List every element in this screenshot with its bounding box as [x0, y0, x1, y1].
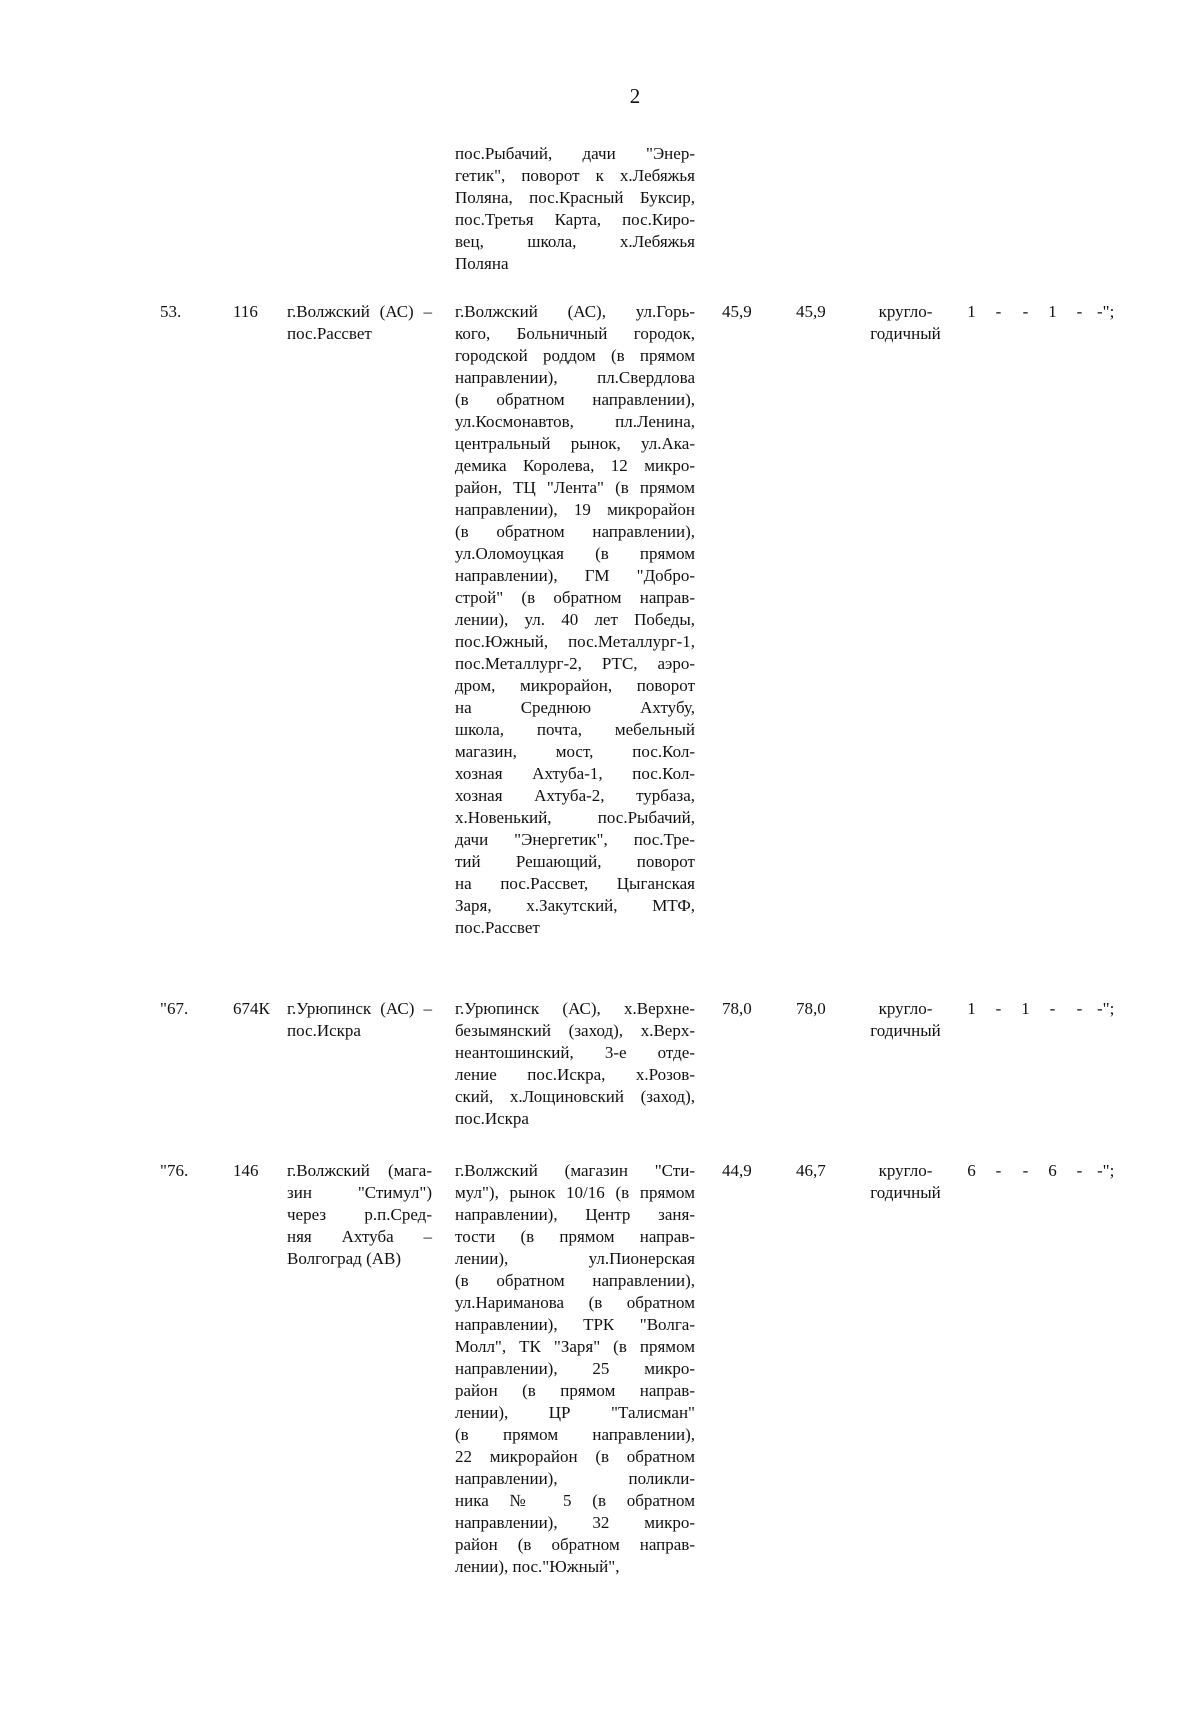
- route-stops-line: пос.Металлург-2, РТС, аэро-: [455, 654, 695, 673]
- route-stops-line: ский, х.Лощиновский (заход),: [455, 1087, 695, 1106]
- route-stops-line: хозная Ахтуба-2, турбаза,: [455, 786, 695, 805]
- route-stops-line: городской роддом (в прямом: [455, 346, 695, 365]
- route-stops-line: безымянский (заход), х.Верх-: [455, 1021, 695, 1040]
- route-stops-line: направлении), Центр заня-: [455, 1205, 695, 1224]
- route-stops-line: направлении), ГМ "Добро-: [455, 566, 695, 585]
- vehicle-count: 6: [967, 1161, 976, 1180]
- route-stops-line: Поляна, пос.Красный Буксир,: [455, 188, 695, 207]
- season: [858, 1160, 953, 1204]
- route-stops-line: на пос.Рассвет, Цыганская: [455, 874, 695, 893]
- vehicle-count: -: [1022, 1161, 1029, 1180]
- vehicle-count: -: [995, 302, 1002, 321]
- distance-back: 46,7: [796, 1161, 826, 1180]
- route-name: [287, 998, 432, 1042]
- route-stops-line: район, ТЦ "Лента" (в прямом: [455, 478, 695, 497]
- vehicle-count: -: [1076, 1161, 1083, 1180]
- route-stops-line: центральный рынок, ул.Ака-: [455, 434, 695, 453]
- route-stops-line: лении), ЦР "Талисман": [455, 1403, 695, 1422]
- distance-forward: 78,0: [722, 999, 752, 1018]
- vehicle-count: 1: [1021, 999, 1030, 1018]
- vehicle-count: -";: [1097, 1161, 1115, 1180]
- vehicle-count: -: [1049, 999, 1056, 1018]
- route-stops-line: мул"), рынок 10/16 (в прямом: [455, 1183, 695, 1202]
- route-name: [287, 301, 432, 345]
- season-line: годичный: [870, 324, 941, 343]
- route-number: 674К: [233, 999, 270, 1018]
- route-stops-line: пос.Рассвет: [455, 918, 540, 937]
- route-stops-line: школа, почта, мебельный: [455, 720, 695, 739]
- route-stops-line: ул.Космонавтов, пл.Ленина,: [455, 412, 695, 431]
- route-stops: [455, 1160, 695, 1578]
- route-stops-line: направлении), ТРК "Волга-: [455, 1315, 695, 1334]
- route-stops-line: гетик", поворот к х.Лебяжья: [455, 166, 695, 185]
- route-stops-line: Молл", ТК "Заря" (в прямом: [455, 1337, 695, 1356]
- route-stops-line: направлении), 32 микро-: [455, 1513, 695, 1532]
- route-stops-line: ника № 5 (в обратном: [455, 1491, 695, 1510]
- route-stops-line: тости (в прямом направ-: [455, 1227, 695, 1246]
- vehicle-count: 1: [967, 999, 976, 1018]
- distance-forward: 45,9: [722, 302, 752, 321]
- route-stops-line: (в прямом направлении),: [455, 1425, 695, 1444]
- route-stops-line: 22 микрорайон (в обратном: [455, 1447, 695, 1466]
- route-stops-line: (в обратном направлении),: [455, 390, 695, 409]
- route-stops-line: на Среднюю Ахтубу,: [455, 698, 695, 717]
- vehicle-counts: [958, 1160, 1114, 1182]
- route-stops-line: тий Решающий, поворот: [455, 852, 695, 871]
- route-stops-line: пос.Южный, пос.Металлург-1,: [455, 632, 695, 651]
- route-stops-line: пос.Рыбачий, дачи "Энер-: [455, 144, 695, 163]
- route-stops-line: район (в обратном направ-: [455, 1535, 695, 1554]
- row-number: "76.: [160, 1161, 189, 1180]
- vehicle-count: -: [995, 999, 1002, 1018]
- route-stops-line: демика Королева, 12 микро-: [455, 456, 695, 475]
- route-stops-line: дром, микрорайон, поворот: [455, 676, 695, 695]
- route-stops-line: г.Урюпинск (АС), х.Верхне-: [455, 999, 695, 1018]
- route-stops-line: ул.Оломоуцкая (в прямом: [455, 544, 695, 563]
- route-stops-line: х.Новенький, пос.Рыбачий,: [455, 808, 695, 827]
- route-name-line: г.Урюпинск (АС) –: [287, 999, 432, 1018]
- route-stops-line: ул.Нариманова (в обратном: [455, 1293, 695, 1312]
- route-stops-line: лении), ул.Пионерская: [455, 1249, 695, 1268]
- route-stops-line: направлении), 19 микрорайон: [455, 500, 695, 519]
- season: [858, 998, 953, 1042]
- season-line: кругло-: [878, 302, 933, 321]
- route-number: 116: [233, 302, 258, 321]
- route-stops-line: магазин, мост, пос.Кол-: [455, 742, 695, 761]
- vehicle-counts: [958, 998, 1114, 1020]
- season-line: кругло-: [878, 1161, 933, 1180]
- vehicle-count: 1: [1048, 302, 1057, 321]
- route-stops-line: г.Волжский (магазин "Сти-: [455, 1161, 695, 1180]
- route-stops: [455, 143, 695, 275]
- vehicle-count: -: [995, 1161, 1002, 1180]
- route-stops-line: (в обратном направлении),: [455, 1271, 695, 1290]
- route-name-line: няя Ахтуба –: [287, 1227, 432, 1246]
- route-name-line: пос.Искра: [287, 1021, 361, 1040]
- route-stops-line: г.Волжский (АС), ул.Горь-: [455, 302, 695, 321]
- route-stops-line: лении), пос."Южный",: [455, 1557, 620, 1576]
- row-number: "67.: [160, 999, 189, 1018]
- route-name-line: зин "Стимул"): [287, 1183, 432, 1202]
- row-number: 53.: [160, 302, 182, 321]
- vehicle-count: 6: [1048, 1161, 1057, 1180]
- vehicle-count: 1: [967, 302, 976, 321]
- route-name-line: пос.Рассвет: [287, 324, 372, 343]
- season-line: кругло-: [878, 999, 933, 1018]
- route-stops-line: неантошинский, 3-е отде-: [455, 1043, 695, 1062]
- route-stops-line: лении), ул. 40 лет Победы,: [455, 610, 695, 629]
- route-stops-line: ление пос.Искра, х.Розов-: [455, 1065, 695, 1084]
- route-stops-line: пос.Искра: [455, 1109, 529, 1128]
- route-stops-line: (в обратном направлении),: [455, 522, 695, 541]
- route-stops-line: вец, школа, х.Лебяжья: [455, 232, 695, 251]
- season-line: годичный: [870, 1021, 941, 1040]
- route-name-line: Волгоград (АВ): [287, 1249, 402, 1268]
- vehicle-count: -: [1076, 302, 1083, 321]
- route-name-line: г.Волжский (мага-: [287, 1161, 432, 1180]
- route-stops-line: пос.Третья Карта, пос.Киро-: [455, 210, 695, 229]
- vehicle-count: -";: [1097, 302, 1115, 321]
- route-name-line: г.Волжский (АС) –: [287, 302, 432, 321]
- route-stops-line: хозная Ахтуба-1, пос.Кол-: [455, 764, 695, 783]
- vehicle-count: -: [1022, 302, 1029, 321]
- season: [858, 301, 953, 345]
- route-stops-line: район (в прямом направ-: [455, 1381, 695, 1400]
- distance-forward: 44,9: [722, 1161, 752, 1180]
- route-stops: [455, 301, 695, 939]
- route-name: [287, 1160, 432, 1270]
- route-stops-line: строй" (в обратном направ-: [455, 588, 695, 607]
- season-line: годичный: [870, 1183, 941, 1202]
- route-stops: [455, 998, 695, 1130]
- route-stops-line: Заря, х.Закутский, МТФ,: [455, 896, 695, 915]
- route-number: 146: [233, 1161, 259, 1180]
- page-number: 2: [629, 84, 641, 108]
- route-name-line: через р.п.Сред-: [287, 1205, 432, 1224]
- distance-back: 78,0: [796, 999, 826, 1018]
- route-stops-line: дачи "Энергетик", пос.Тре-: [455, 830, 695, 849]
- route-stops-line: направлении), 25 микро-: [455, 1359, 695, 1378]
- vehicle-counts: [958, 301, 1114, 323]
- distance-back: 45,9: [796, 302, 826, 321]
- route-stops-line: направлении), поликли-: [455, 1469, 695, 1488]
- vehicle-count: -";: [1097, 999, 1115, 1018]
- route-stops-line: кого, Больничный городок,: [455, 324, 695, 343]
- route-stops-line: Поляна: [455, 254, 509, 273]
- route-stops-line: направлении), пл.Свердлова: [455, 368, 695, 387]
- vehicle-count: -: [1076, 999, 1083, 1018]
